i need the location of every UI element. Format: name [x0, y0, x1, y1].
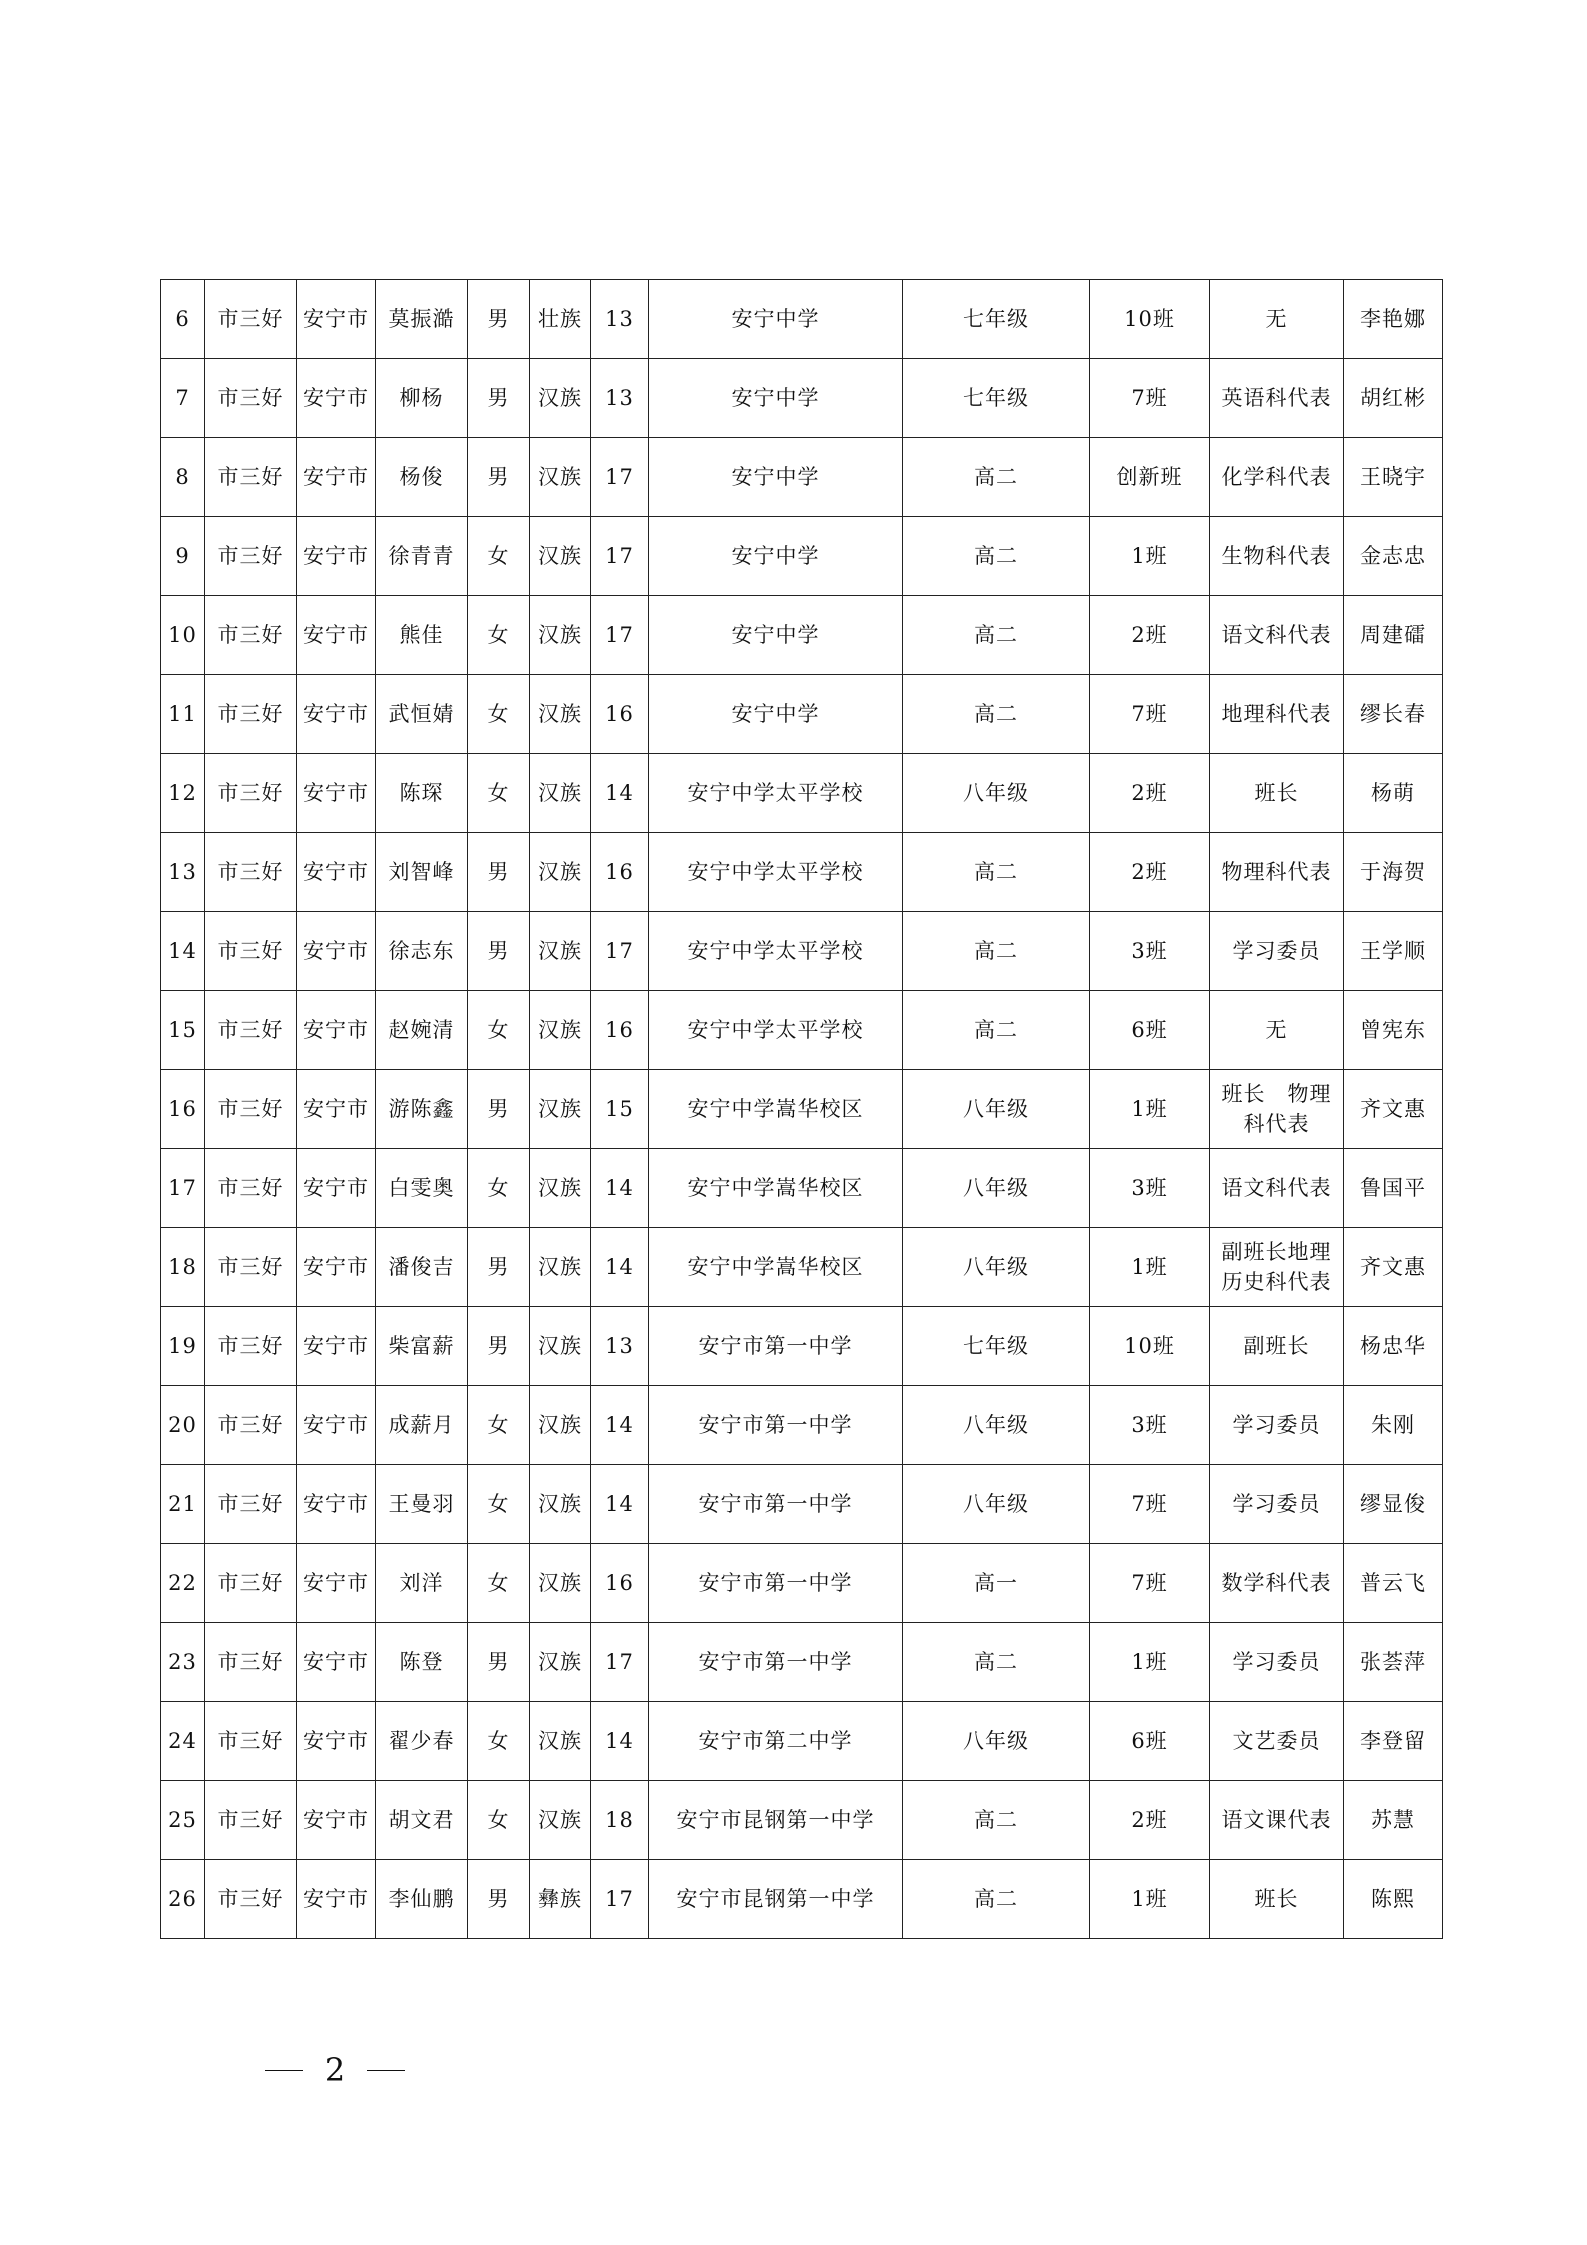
award-cell: 市三好	[205, 1702, 297, 1781]
teacher-cell: 李登留	[1344, 1702, 1443, 1781]
city-cell: 安宁市	[297, 1544, 376, 1623]
city-cell: 安宁市	[297, 1781, 376, 1860]
row-number-cell: 15	[161, 991, 205, 1070]
grade-cell: 高一	[903, 1544, 1090, 1623]
city-cell: 安宁市	[297, 280, 376, 359]
teacher-cell: 于海贺	[1344, 833, 1443, 912]
table-row	[161, 991, 1443, 1070]
position-cell: 学习委员	[1210, 912, 1344, 991]
age-cell: 15	[591, 1070, 649, 1149]
row-number-cell: 23	[161, 1623, 205, 1702]
table-row	[161, 517, 1443, 596]
teacher-cell: 普云飞	[1344, 1544, 1443, 1623]
city-cell: 安宁市	[297, 1623, 376, 1702]
page-number	[255, 2050, 415, 2090]
award-cell: 市三好	[205, 1544, 297, 1623]
table-row	[161, 912, 1443, 991]
class-cell: 7班	[1090, 1465, 1210, 1544]
name-cell: 徐志东	[376, 912, 468, 991]
row-number-cell: 14	[161, 912, 205, 991]
teacher-cell: 苏慧	[1344, 1781, 1443, 1860]
age-cell: 17	[591, 1623, 649, 1702]
position-cell: 副班长	[1210, 1307, 1344, 1386]
school-cell: 安宁中学	[649, 517, 903, 596]
school-cell: 安宁中学	[649, 280, 903, 359]
award-cell: 市三好	[205, 1465, 297, 1544]
class-cell: 10班	[1090, 1307, 1210, 1386]
gender-cell: 男	[468, 1307, 530, 1386]
table-row	[161, 1781, 1443, 1860]
name-cell: 王曼羽	[376, 1465, 468, 1544]
class-cell: 10班	[1090, 280, 1210, 359]
class-cell: 3班	[1090, 912, 1210, 991]
name-cell: 白雯奥	[376, 1149, 468, 1228]
grade-cell: 八年级	[903, 1465, 1090, 1544]
award-cell: 市三好	[205, 1860, 297, 1939]
city-cell: 安宁市	[297, 754, 376, 833]
school-cell: 安宁市昆钢第一中学	[649, 1781, 903, 1860]
ethnicity-cell: 汉族	[530, 1702, 591, 1781]
grade-cell: 高二	[903, 1781, 1090, 1860]
gender-cell: 女	[468, 991, 530, 1070]
award-cell: 市三好	[205, 833, 297, 912]
position-cell: 学习委员	[1210, 1386, 1344, 1465]
position-cell: 地理科代表	[1210, 675, 1344, 754]
city-cell: 安宁市	[297, 1149, 376, 1228]
gender-cell: 男	[468, 833, 530, 912]
age-cell: 17	[591, 596, 649, 675]
school-cell: 安宁中学嵩华校区	[649, 1228, 903, 1307]
gender-cell: 男	[468, 438, 530, 517]
table-row	[161, 1149, 1443, 1228]
ethnicity-cell: 汉族	[530, 833, 591, 912]
city-cell: 安宁市	[297, 1860, 376, 1939]
table-row	[161, 1307, 1443, 1386]
age-cell: 14	[591, 1228, 649, 1307]
award-cell: 市三好	[205, 1623, 297, 1702]
teacher-cell: 齐文惠	[1344, 1228, 1443, 1307]
city-cell: 安宁市	[297, 833, 376, 912]
city-cell: 安宁市	[297, 1702, 376, 1781]
table-row	[161, 438, 1443, 517]
grade-cell: 高二	[903, 438, 1090, 517]
age-cell: 17	[591, 517, 649, 596]
ethnicity-cell: 汉族	[530, 596, 591, 675]
position-cell: 无	[1210, 991, 1344, 1070]
name-cell: 柴富薪	[376, 1307, 468, 1386]
grade-cell: 八年级	[903, 1228, 1090, 1307]
school-cell: 安宁中学嵩华校区	[649, 1070, 903, 1149]
row-number-cell: 19	[161, 1307, 205, 1386]
award-cell: 市三好	[205, 1070, 297, 1149]
age-cell: 14	[591, 1149, 649, 1228]
city-cell: 安宁市	[297, 517, 376, 596]
position-cell: 无	[1210, 280, 1344, 359]
table-row	[161, 1465, 1443, 1544]
row-number-cell: 22	[161, 1544, 205, 1623]
page-number-value: 2	[324, 2051, 346, 2089]
city-cell: 安宁市	[297, 1386, 376, 1465]
gender-cell: 男	[468, 359, 530, 438]
class-cell: 1班	[1090, 1070, 1210, 1149]
row-number-cell: 21	[161, 1465, 205, 1544]
class-cell: 1班	[1090, 1228, 1210, 1307]
class-cell: 3班	[1090, 1386, 1210, 1465]
city-cell: 安宁市	[297, 1228, 376, 1307]
school-cell: 安宁市第一中学	[649, 1307, 903, 1386]
city-cell: 安宁市	[297, 359, 376, 438]
ethnicity-cell: 汉族	[530, 991, 591, 1070]
grade-cell: 高二	[903, 833, 1090, 912]
table-row	[161, 675, 1443, 754]
ethnicity-cell: 汉族	[530, 1307, 591, 1386]
award-cell: 市三好	[205, 280, 297, 359]
age-cell: 16	[591, 1544, 649, 1623]
class-cell: 创新班	[1090, 438, 1210, 517]
class-cell: 7班	[1090, 1544, 1210, 1623]
school-cell: 安宁中学嵩华校区	[649, 1149, 903, 1228]
name-cell: 刘智峰	[376, 833, 468, 912]
age-cell: 13	[591, 280, 649, 359]
table-row	[161, 596, 1443, 675]
position-cell: 生物科代表	[1210, 517, 1344, 596]
award-cell: 市三好	[205, 438, 297, 517]
class-cell: 7班	[1090, 359, 1210, 438]
gender-cell: 女	[468, 1702, 530, 1781]
table-row	[161, 1860, 1443, 1939]
name-cell: 徐青青	[376, 517, 468, 596]
grade-cell: 七年级	[903, 359, 1090, 438]
city-cell: 安宁市	[297, 991, 376, 1070]
city-cell: 安宁市	[297, 1070, 376, 1149]
award-cell: 市三好	[205, 675, 297, 754]
name-cell: 陈登	[376, 1623, 468, 1702]
ethnicity-cell: 汉族	[530, 1386, 591, 1465]
school-cell: 安宁市第一中学	[649, 1544, 903, 1623]
table-row	[161, 1228, 1443, 1307]
award-cell: 市三好	[205, 912, 297, 991]
class-cell: 2班	[1090, 754, 1210, 833]
ethnicity-cell: 汉族	[530, 1149, 591, 1228]
row-number-cell: 11	[161, 675, 205, 754]
ethnicity-cell: 汉族	[530, 754, 591, 833]
name-cell: 游陈鑫	[376, 1070, 468, 1149]
name-cell: 武恒婧	[376, 675, 468, 754]
ethnicity-cell: 汉族	[530, 675, 591, 754]
award-cell: 市三好	[205, 517, 297, 596]
name-cell: 翟少春	[376, 1702, 468, 1781]
teacher-cell: 王晓宇	[1344, 438, 1443, 517]
gender-cell: 男	[468, 1070, 530, 1149]
gender-cell: 女	[468, 596, 530, 675]
table-row	[161, 1623, 1443, 1702]
name-cell: 刘洋	[376, 1544, 468, 1623]
age-cell: 14	[591, 754, 649, 833]
gender-cell: 男	[468, 912, 530, 991]
ethnicity-cell: 汉族	[530, 1228, 591, 1307]
gender-cell: 女	[468, 675, 530, 754]
teacher-cell: 曾宪东	[1344, 991, 1443, 1070]
gender-cell: 女	[468, 1386, 530, 1465]
gender-cell: 女	[468, 1544, 530, 1623]
position-cell: 化学科代表	[1210, 438, 1344, 517]
student-roster-table	[160, 279, 1443, 1939]
grade-cell: 八年级	[903, 1702, 1090, 1781]
school-cell: 安宁中学	[649, 675, 903, 754]
class-cell: 7班	[1090, 675, 1210, 754]
school-cell: 安宁中学	[649, 596, 903, 675]
school-cell: 安宁中学	[649, 359, 903, 438]
city-cell: 安宁市	[297, 675, 376, 754]
gender-cell: 男	[468, 1860, 530, 1939]
teacher-cell: 陈熙	[1344, 1860, 1443, 1939]
age-cell: 17	[591, 1860, 649, 1939]
name-cell: 陈琛	[376, 754, 468, 833]
position-cell: 物理科代表	[1210, 833, 1344, 912]
age-cell: 14	[591, 1465, 649, 1544]
grade-cell: 八年级	[903, 1070, 1090, 1149]
grade-cell: 七年级	[903, 280, 1090, 359]
award-cell: 市三好	[205, 596, 297, 675]
table-row	[161, 833, 1443, 912]
table-row	[161, 1070, 1443, 1149]
row-number-cell: 6	[161, 280, 205, 359]
teacher-cell: 李艳娜	[1344, 280, 1443, 359]
grade-cell: 高二	[903, 675, 1090, 754]
gender-cell: 男	[468, 280, 530, 359]
award-cell: 市三好	[205, 359, 297, 438]
class-cell: 1班	[1090, 1860, 1210, 1939]
award-cell: 市三好	[205, 1781, 297, 1860]
position-cell: 班长	[1210, 754, 1344, 833]
ethnicity-cell: 汉族	[530, 912, 591, 991]
ethnicity-cell: 汉族	[530, 1781, 591, 1860]
award-cell: 市三好	[205, 1386, 297, 1465]
gender-cell: 女	[468, 1465, 530, 1544]
age-cell: 13	[591, 1307, 649, 1386]
table-row	[161, 1544, 1443, 1623]
ethnicity-cell: 汉族	[530, 1465, 591, 1544]
grade-cell: 七年级	[903, 1307, 1090, 1386]
teacher-cell: 鲁国平	[1344, 1149, 1443, 1228]
city-cell: 安宁市	[297, 596, 376, 675]
row-number-cell: 12	[161, 754, 205, 833]
teacher-cell: 缪显俊	[1344, 1465, 1443, 1544]
teacher-cell: 胡红彬	[1344, 359, 1443, 438]
position-cell: 学习委员	[1210, 1623, 1344, 1702]
age-cell: 17	[591, 438, 649, 517]
grade-cell: 八年级	[903, 754, 1090, 833]
table-row	[161, 359, 1443, 438]
position-cell: 班长	[1210, 1860, 1344, 1939]
award-cell: 市三好	[205, 991, 297, 1070]
position-cell: 语文科代表	[1210, 1149, 1344, 1228]
name-cell: 杨俊	[376, 438, 468, 517]
class-cell: 1班	[1090, 517, 1210, 596]
grade-cell: 八年级	[903, 1149, 1090, 1228]
city-cell: 安宁市	[297, 438, 376, 517]
grade-cell: 八年级	[903, 1386, 1090, 1465]
ethnicity-cell: 汉族	[530, 517, 591, 596]
name-cell: 成薪月	[376, 1386, 468, 1465]
class-cell: 6班	[1090, 1702, 1210, 1781]
row-number-cell: 25	[161, 1781, 205, 1860]
table-row	[161, 1702, 1443, 1781]
name-cell: 李仙鹏	[376, 1860, 468, 1939]
award-cell: 市三好	[205, 1149, 297, 1228]
grade-cell: 高二	[903, 1623, 1090, 1702]
ethnicity-cell: 壮族	[530, 280, 591, 359]
teacher-cell: 王学顺	[1344, 912, 1443, 991]
gender-cell: 女	[468, 517, 530, 596]
grade-cell: 高二	[903, 517, 1090, 596]
position-cell: 学习委员	[1210, 1465, 1344, 1544]
city-cell: 安宁市	[297, 1307, 376, 1386]
row-number-cell: 16	[161, 1070, 205, 1149]
class-cell: 3班	[1090, 1149, 1210, 1228]
age-cell: 13	[591, 359, 649, 438]
row-number-cell: 10	[161, 596, 205, 675]
school-cell: 安宁市第一中学	[649, 1386, 903, 1465]
page-number-dash-left	[265, 2070, 303, 2071]
table-row	[161, 280, 1443, 359]
position-cell: 英语科代表	[1210, 359, 1344, 438]
city-cell: 安宁市	[297, 912, 376, 991]
school-cell: 安宁中学太平学校	[649, 991, 903, 1070]
row-number-cell: 18	[161, 1228, 205, 1307]
row-number-cell: 17	[161, 1149, 205, 1228]
grade-cell: 高二	[903, 596, 1090, 675]
ethnicity-cell: 汉族	[530, 1544, 591, 1623]
age-cell: 14	[591, 1702, 649, 1781]
ethnicity-cell: 汉族	[530, 1070, 591, 1149]
position-cell: 班长 物理科代表	[1210, 1070, 1344, 1149]
gender-cell: 女	[468, 754, 530, 833]
age-cell: 16	[591, 833, 649, 912]
row-number-cell: 7	[161, 359, 205, 438]
row-number-cell: 24	[161, 1702, 205, 1781]
gender-cell: 女	[468, 1781, 530, 1860]
teacher-cell: 缪长春	[1344, 675, 1443, 754]
roster-body	[161, 280, 1443, 1939]
teacher-cell: 齐文惠	[1344, 1070, 1443, 1149]
school-cell: 安宁市第二中学	[649, 1702, 903, 1781]
age-cell: 14	[591, 1386, 649, 1465]
position-cell: 文艺委员	[1210, 1702, 1344, 1781]
class-cell: 2班	[1090, 596, 1210, 675]
table-row	[161, 1386, 1443, 1465]
position-cell: 副班长地理历史科代表	[1210, 1228, 1344, 1307]
row-number-cell: 26	[161, 1860, 205, 1939]
class-cell: 1班	[1090, 1623, 1210, 1702]
teacher-cell: 杨萌	[1344, 754, 1443, 833]
row-number-cell: 20	[161, 1386, 205, 1465]
grade-cell: 高二	[903, 1860, 1090, 1939]
name-cell: 柳杨	[376, 359, 468, 438]
class-cell: 2班	[1090, 1781, 1210, 1860]
school-cell: 安宁中学太平学校	[649, 833, 903, 912]
teacher-cell: 周建礌	[1344, 596, 1443, 675]
name-cell: 胡文君	[376, 1781, 468, 1860]
school-cell: 安宁市第一中学	[649, 1623, 903, 1702]
position-cell: 数学科代表	[1210, 1544, 1344, 1623]
position-cell: 语文课代表	[1210, 1781, 1344, 1860]
age-cell: 18	[591, 1781, 649, 1860]
school-cell: 安宁市昆钢第一中学	[649, 1860, 903, 1939]
grade-cell: 高二	[903, 912, 1090, 991]
name-cell: 莫振澔	[376, 280, 468, 359]
school-cell: 安宁中学	[649, 438, 903, 517]
class-cell: 2班	[1090, 833, 1210, 912]
award-cell: 市三好	[205, 1307, 297, 1386]
grade-cell: 高二	[903, 991, 1090, 1070]
name-cell: 熊佳	[376, 596, 468, 675]
row-number-cell: 8	[161, 438, 205, 517]
row-number-cell: 13	[161, 833, 205, 912]
teacher-cell: 金志忠	[1344, 517, 1443, 596]
page-number-dash-right	[367, 2070, 405, 2071]
school-cell: 安宁中学太平学校	[649, 912, 903, 991]
school-cell: 安宁市第一中学	[649, 1465, 903, 1544]
class-cell: 6班	[1090, 991, 1210, 1070]
award-cell: 市三好	[205, 754, 297, 833]
gender-cell: 男	[468, 1623, 530, 1702]
age-cell: 17	[591, 912, 649, 991]
gender-cell: 女	[468, 1149, 530, 1228]
ethnicity-cell: 汉族	[530, 438, 591, 517]
teacher-cell: 朱刚	[1344, 1386, 1443, 1465]
name-cell: 潘俊吉	[376, 1228, 468, 1307]
city-cell: 安宁市	[297, 1465, 376, 1544]
row-number-cell: 9	[161, 517, 205, 596]
table-row	[161, 754, 1443, 833]
ethnicity-cell: 汉族	[530, 1623, 591, 1702]
age-cell: 16	[591, 675, 649, 754]
award-cell: 市三好	[205, 1228, 297, 1307]
gender-cell: 男	[468, 1228, 530, 1307]
name-cell: 赵婉清	[376, 991, 468, 1070]
ethnicity-cell: 彝族	[530, 1860, 591, 1939]
teacher-cell: 张荟萍	[1344, 1623, 1443, 1702]
ethnicity-cell: 汉族	[530, 359, 591, 438]
school-cell: 安宁中学太平学校	[649, 754, 903, 833]
teacher-cell: 杨忠华	[1344, 1307, 1443, 1386]
position-cell: 语文科代表	[1210, 596, 1344, 675]
age-cell: 16	[591, 991, 649, 1070]
